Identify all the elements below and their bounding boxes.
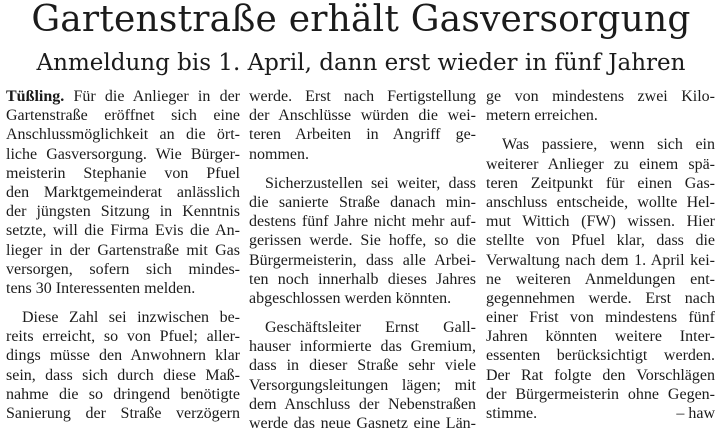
text-line — [6, 87, 240, 106]
subheadline: Anmeldung bis 1. April, dann erst wieder in fünf Jahren — [36, 50, 686, 76]
text-line: Bürgermeisterin, dass alle Arbei- — [249, 251, 476, 269]
text-line: meisterin Stephanie von Pfuel — [6, 164, 240, 182]
text-line: der Bürgermeisterin ohne Gegen- — [486, 385, 715, 403]
paragraph-gap — [249, 308, 476, 318]
text-line: der Anschlüsse würden die wei- — [249, 107, 476, 125]
dateline: Tüßling. — [6, 88, 65, 105]
text-fragment: Für die Anlieger in der — [64, 88, 240, 105]
text-line: der jüngsten Sitzung in Kenntnis — [6, 203, 240, 221]
text-line: Sicherzustellen sei weiter, dass — [265, 174, 476, 192]
text-line: Diese Zahl sei inzwischen be- — [22, 309, 240, 327]
text-line: Jahren könnten weitere Inter- — [486, 328, 715, 346]
text-line: Geschäftsleiter Ernst Gall- — [265, 319, 476, 337]
author-tag: – haw — [676, 405, 715, 422]
text-line: werde. Erst nach Fertigstellung — [249, 88, 476, 105]
text-line: teren Zeitpunkt für einen Gas- — [486, 174, 715, 192]
text-line: Verwaltung nach dem 1. April kei- — [486, 251, 715, 269]
text-line: Gartenstraße eröffnet sich eine — [6, 107, 240, 125]
text-line: essenten berücksichtigt werden. — [486, 347, 715, 365]
headline: Gartenstraße erhält Gasversorgung — [31, 0, 691, 40]
paragraph-gap — [486, 125, 715, 135]
text-line: liche Gasversorgung. Wie Bürger- — [6, 145, 240, 163]
text-line: lieger in der Gartenstraße mit Gas — [6, 241, 240, 259]
text-line: dings müsse den Anwohnern klar — [6, 347, 240, 365]
text-line: teren Arbeiten in Angriff ge- — [249, 126, 476, 144]
text-line: anschluss entscheide, wollte Hel- — [486, 193, 715, 211]
text-line: reits erreicht, so von Pfuel; aller- — [6, 328, 240, 346]
text-line: destens fünf Jahre nicht mehr auf- — [249, 213, 476, 231]
text-line: ne weiteren Anmeldungen ent- — [486, 270, 715, 288]
text-line: versorgen, sofern sich mindes- — [6, 260, 240, 278]
text-line: Was passiere, wenn sich ein — [502, 136, 715, 154]
text-line: mut Wittich (FW) wissen. Hier — [486, 213, 715, 231]
text-line: abgeschlossen werden könnten. — [249, 289, 452, 307]
paragraph-gap — [249, 164, 476, 174]
text-line: dem Anschluss der Nebenstraßen — [249, 395, 476, 413]
text-line: ge von mindestens zwei Kilo- — [486, 88, 715, 105]
text-line: Versorgungsleitungen lägen; mit — [249, 376, 476, 394]
text-line: sein, dass sich durch diese Maß- — [6, 366, 240, 384]
paragraph-gap — [6, 298, 240, 308]
text-line: nahme die so dringend benötigte — [6, 385, 240, 403]
text-line: die sanierte Straße danach min- — [249, 193, 476, 211]
text-line: Der Rat folgte den Vorschlägen — [486, 366, 715, 384]
text-line: den Marktgemeinderat anlässlich — [6, 183, 240, 201]
text-fragment: stimme. — [486, 405, 538, 422]
text-line: einer Frist von mindestens fünf — [486, 309, 715, 327]
text-line: gerissen werde. Sie hoffe, so die — [249, 232, 476, 250]
text-line: dass in dieser Straße sehr viele — [249, 357, 476, 375]
text-line: Anschlussmöglichkeit an die ört- — [6, 126, 240, 144]
text-line: setzte, will die Firma Evis die An- — [6, 222, 240, 240]
article-column-3 — [486, 87, 715, 423]
text-line: tens 30 Interessenten melden. — [6, 279, 196, 297]
text-line: gegennehmen werde. Erst nach — [486, 289, 715, 307]
text-line: ten noch innerhalb dieses Jahres — [249, 270, 476, 288]
text-line: hauser informierte das Gremium, — [249, 338, 476, 356]
text-line — [486, 404, 715, 423]
text-line: werde das neue Gasnetz eine Län- — [249, 415, 476, 432]
article-column-2 — [249, 87, 476, 433]
article-column-1 — [6, 87, 240, 423]
text-line: weiterer Anlieger zu einem spä- — [486, 155, 715, 173]
text-line: Sanierung der Straße verzögern — [6, 405, 240, 422]
text-line: metern erreichen. — [486, 107, 598, 125]
text-line: stellte von Pfuel klar, dass die — [486, 232, 715, 250]
text-line: nommen. — [249, 145, 309, 163]
